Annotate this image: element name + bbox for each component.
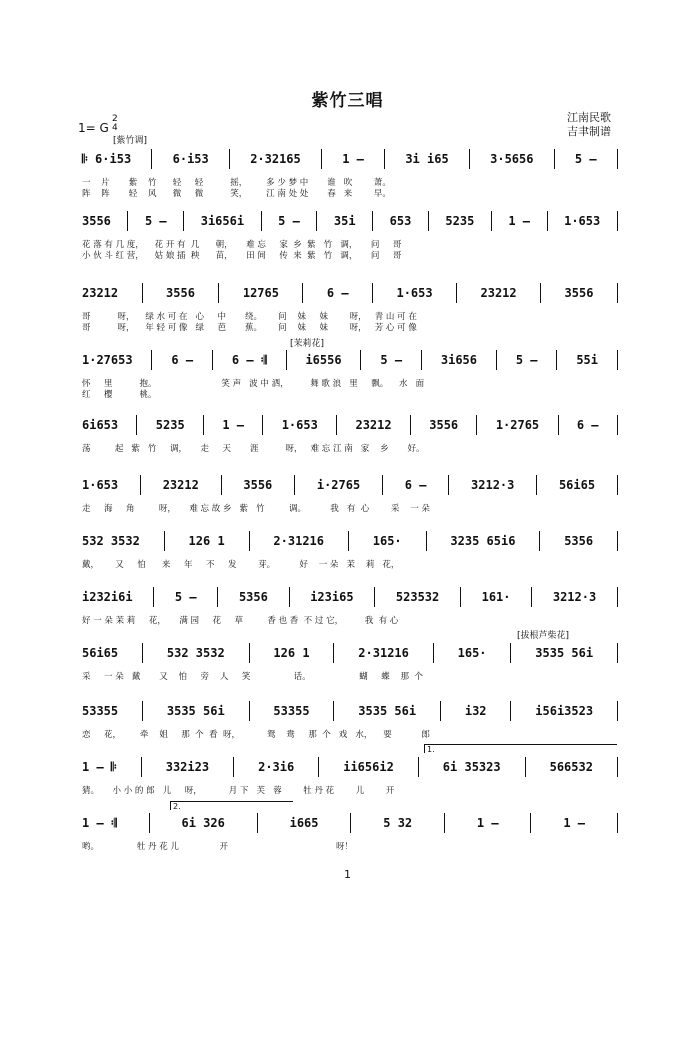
notes-line <box>82 349 622 371</box>
score-system <box>82 282 622 332</box>
barline <box>212 350 213 370</box>
barline <box>469 149 470 169</box>
measure: 3i656 <box>440 353 477 367</box>
lyric-line: 采 一 朵 戴 又 怕 旁 人 笑 话。 蝴 蝶 那 个 <box>82 672 423 682</box>
measure: 1 — 𝄇 <box>82 815 117 830</box>
key-signature: 1= G <box>78 121 109 135</box>
measure: ii656i2 <box>343 760 394 774</box>
barline <box>510 643 511 663</box>
measure: 53355 <box>273 704 310 718</box>
barline <box>372 211 373 231</box>
measure: 2·31216 <box>273 534 324 548</box>
barline <box>261 211 262 231</box>
measure: 1 — <box>508 214 531 228</box>
measure: 3212·3 <box>471 478 515 492</box>
score-system <box>82 756 622 806</box>
barline <box>410 415 411 435</box>
barline <box>617 211 618 231</box>
measure: i6556 <box>305 353 342 367</box>
barline <box>286 350 287 370</box>
measure: 35i <box>333 214 356 228</box>
measure: 1·653 <box>281 418 318 432</box>
measure: 1 — <box>563 816 586 830</box>
barline <box>321 149 322 169</box>
barline <box>617 531 618 551</box>
measure: i23i65 <box>310 590 354 604</box>
barline <box>456 283 457 303</box>
barline <box>617 350 618 370</box>
barline <box>476 415 477 435</box>
barline <box>617 587 618 607</box>
measure: 5 32 <box>383 816 413 830</box>
barline <box>448 475 449 495</box>
score-system <box>82 349 622 399</box>
barline <box>421 350 422 370</box>
score-system <box>82 586 622 636</box>
barline <box>556 350 557 370</box>
measure: 3·5656 <box>490 152 534 166</box>
measure: 5 — <box>574 152 597 166</box>
measure: 2·31216 <box>358 646 409 660</box>
measure: 523532 <box>395 590 440 604</box>
measure: 3535 56i <box>535 646 594 660</box>
score-system <box>82 474 622 524</box>
notes-line <box>82 474 622 496</box>
time-signature-top: 2 <box>112 114 118 124</box>
notes-line <box>82 812 622 834</box>
measure: 6i 326 <box>181 816 225 830</box>
section-label-zizhu: [紫竹调] <box>113 136 148 146</box>
measure: 3556 <box>82 214 111 228</box>
measure: 653 <box>389 214 412 228</box>
score-title: 紫竹三唱 <box>311 91 384 111</box>
measure: 55i <box>576 353 598 367</box>
measure: 𝄆 6·i53 <box>82 151 132 166</box>
barline <box>333 643 334 663</box>
barline <box>289 587 290 607</box>
barline <box>302 283 303 303</box>
barline <box>617 757 618 777</box>
lyric-line: 戴， 又 怕 来 年 不 发 芽。 好 一 朵 茉 莉 花， <box>82 560 400 570</box>
notes-line <box>82 414 622 436</box>
measure: 3556 <box>564 286 594 300</box>
measure: 5356 <box>564 534 594 548</box>
barline <box>384 149 385 169</box>
lyric-line: 荡 起 紫 竹 调， 走 天 涯 呀， 难 忘 江 南 家 乡 好。 <box>82 444 425 454</box>
measure: 56i65 <box>82 646 119 660</box>
measure: 3535 56i <box>166 704 225 718</box>
barline <box>164 531 165 551</box>
barline <box>140 475 141 495</box>
barline <box>444 813 445 833</box>
notes-line <box>82 642 622 664</box>
barline <box>350 813 351 833</box>
barline <box>142 701 143 721</box>
barline <box>249 531 250 551</box>
barline <box>151 149 152 169</box>
barline <box>426 531 427 551</box>
barline <box>318 757 319 777</box>
barline <box>460 587 461 607</box>
barline <box>229 149 230 169</box>
score-system <box>82 700 622 750</box>
measure: 165· <box>457 646 487 660</box>
measure: 1·27653 <box>82 353 133 367</box>
measure: 1 — <box>342 152 364 166</box>
measure: i·2765 <box>316 478 361 492</box>
page-number: 1 <box>344 868 351 881</box>
barline <box>617 643 618 663</box>
score-system <box>82 148 622 198</box>
barline <box>382 475 383 495</box>
measure: 3556 <box>429 418 459 432</box>
barline <box>617 813 618 833</box>
barline <box>151 350 152 370</box>
measure: i32 <box>464 704 487 718</box>
notes-line <box>82 756 622 778</box>
barline <box>141 757 142 777</box>
measure: 532 3532 <box>166 646 225 660</box>
lyric-line: 一 片 紫 竹 轻 轻 摇， 多 少 梦 中 谁 吹 萧。 <box>82 178 391 188</box>
measure: 2·3i6 <box>258 760 295 774</box>
barline <box>249 643 250 663</box>
notes-line <box>82 282 622 304</box>
measure: 1·653 <box>82 478 119 492</box>
barline <box>333 701 334 721</box>
measure: 3556 <box>166 286 195 300</box>
lyric-line: 恋 花， 牵 姐 那 个 看 呀， 鸳 鸯 那 个 戏 水， 要 郎 <box>82 730 430 740</box>
section-label-molihua: [茉莉花] <box>290 339 325 349</box>
notes-line <box>82 148 622 170</box>
lyric-line: 哥 呀， 绿 水 可 在 心 中 绕。 问 妹 妹 呀， 青 山 可 在 <box>82 312 417 322</box>
time-signature-bottom: 4 <box>112 123 118 133</box>
barline <box>531 587 532 607</box>
measure: 1·2765 <box>495 418 540 432</box>
lyric-line: 阵 阵 轻 风 微 微 笑， 江 南 处 处 春 来 早。 <box>82 189 391 199</box>
barline <box>530 813 531 833</box>
barline <box>336 415 337 435</box>
measure: 3i i65 <box>405 152 449 166</box>
barline <box>257 813 258 833</box>
measure: 5 — <box>380 353 403 367</box>
credit-arranger: 吉聿制谱 <box>567 125 611 138</box>
score-system <box>82 414 622 464</box>
measure: 6·i53 <box>172 152 209 166</box>
score-system <box>82 812 622 862</box>
measure: 5 — <box>515 353 538 367</box>
barline <box>617 149 618 169</box>
measure: 23212 <box>82 286 119 300</box>
measure: 3556 <box>243 478 273 492</box>
measure: 6 — <box>404 478 427 492</box>
measure: 3235 65i6 <box>450 534 516 548</box>
lyric-line: 哥 呀， 年 轻 可 像 绿 芭 蕉。 问 妹 妹 呀， 芳 心 可 像 <box>82 323 417 333</box>
notes-line <box>82 530 622 552</box>
time-signature <box>112 115 118 133</box>
barline <box>136 415 137 435</box>
barline <box>440 701 441 721</box>
measure: 532 3532 <box>82 534 140 548</box>
measure: i665 <box>289 816 319 830</box>
barline <box>142 643 143 663</box>
score-system <box>82 210 622 260</box>
measure: 3212·3 <box>552 590 597 604</box>
barline <box>428 211 429 231</box>
measure: 1 — <box>222 418 245 432</box>
score-system <box>82 530 622 580</box>
measure: 165· <box>372 534 402 548</box>
barline <box>294 475 295 495</box>
measure: 126 1 <box>188 534 225 548</box>
measure: 1·653 <box>396 286 433 300</box>
notes-line <box>82 210 622 232</box>
lyric-line: 花 落 有 几 度， 花 开 有 几 朝， 难 忘 家 乡 紫 竹 调， 问 哥 <box>82 240 402 250</box>
measure: 12765 <box>242 286 279 300</box>
barline <box>233 757 234 777</box>
barline <box>617 475 618 495</box>
barline <box>547 211 548 231</box>
barline <box>617 701 618 721</box>
barline <box>372 283 373 303</box>
measure: 126 1 <box>273 646 310 660</box>
barline <box>203 415 204 435</box>
measure: 23212 <box>355 418 392 432</box>
barline <box>525 757 526 777</box>
measure: 1 — 𝄆 <box>82 759 117 774</box>
barline <box>153 587 154 607</box>
measure: 161· <box>481 590 511 604</box>
lyric-line: 好 一 朵 茉 莉 花， 满 园 花 草 香 也 香 不 过 它， 我 有 心 <box>82 616 399 626</box>
measure: 332i23 <box>165 760 210 774</box>
lyric-line: 猜。 小 小 的 郎 儿 呀， 月 下 芙 蓉 牡 丹 花 儿 开 <box>82 786 395 796</box>
barline <box>316 211 317 231</box>
barline <box>418 757 419 777</box>
lyric-line: 小 伙 斗 红 营， 姑 娘 插 秧 苗， 田 间 传 来 紫 竹 调， 问 哥 <box>82 251 402 261</box>
volta-second-ending: 2. <box>170 801 293 810</box>
barline <box>217 587 218 607</box>
notes-line <box>82 700 622 722</box>
lyric-line: 怀 里 抱。 笑 声 波 中 洒， 舞 歌 浪 里 飘。 水 面 <box>82 379 425 389</box>
barline <box>540 283 541 303</box>
measure: 5235 <box>155 418 185 432</box>
measure: 53355 <box>82 704 119 718</box>
barline <box>617 415 618 435</box>
barline <box>617 283 618 303</box>
measure: 5 — <box>144 214 167 228</box>
measure: 6 — <box>326 286 349 300</box>
measure: 23212 <box>162 478 199 492</box>
measure: i56i3523 <box>535 704 594 718</box>
measure: 1·653 <box>564 214 601 228</box>
measure: 3i656i <box>200 214 245 228</box>
credit-origin: 江南民歌 <box>567 111 611 124</box>
measure: 1 — <box>476 816 499 830</box>
section-label-bagenluchaihua: [拔根芦柴花] <box>517 631 570 641</box>
measure: 23212 <box>480 286 517 300</box>
barline <box>491 211 492 231</box>
measure: 5 — <box>174 590 197 604</box>
barline <box>249 701 250 721</box>
measure: 3535 56i <box>358 704 417 718</box>
barline <box>496 350 497 370</box>
barline <box>149 813 150 833</box>
barline <box>539 531 540 551</box>
barline <box>360 350 361 370</box>
measure: 6i653 <box>82 418 119 432</box>
lyric-line: 走 海 角 呀， 难 忘 故 乡 紫 竹 调。 我 有 心 采 一 朵 <box>82 504 430 514</box>
measure: 6 — <box>171 353 194 367</box>
barline <box>142 283 143 303</box>
barline <box>348 531 349 551</box>
measure: 6i 35323 <box>442 760 501 774</box>
measure: 5 — <box>278 214 300 228</box>
lyric-line: 哟。 牡 丹 花 儿 开 呀！ <box>82 842 354 852</box>
measure: 6 — 𝄇 <box>231 352 267 367</box>
barline <box>558 415 559 435</box>
measure: 566532 <box>549 760 593 774</box>
lyric-line: 红 樱 桃。 <box>82 390 157 400</box>
measure: 56i65 <box>558 478 596 492</box>
barline <box>218 283 219 303</box>
measure: 5356 <box>238 590 268 604</box>
barline <box>262 415 263 435</box>
barline <box>536 475 537 495</box>
measure: 6 — <box>576 418 599 432</box>
measure: i232i6i <box>82 590 133 604</box>
barline <box>127 211 128 231</box>
barline <box>510 701 511 721</box>
notes-line <box>82 586 622 608</box>
barline <box>374 587 375 607</box>
measure: 5235 <box>445 214 475 228</box>
barline <box>433 643 434 663</box>
barline <box>554 149 555 169</box>
barline <box>183 211 184 231</box>
measure: 2·32165 <box>250 152 301 166</box>
barline <box>221 475 222 495</box>
volta-first-ending: 1. <box>424 744 617 753</box>
score-system <box>82 642 622 692</box>
